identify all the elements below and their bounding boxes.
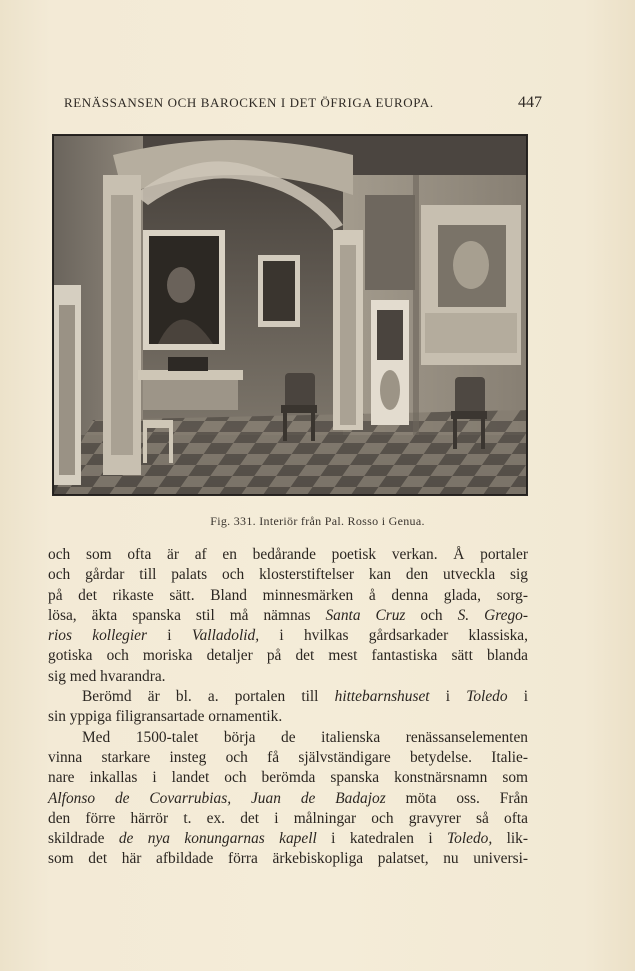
text-line: lösa, äkta spanska stil må nämnas Santa Cruz och S. Grego-	[48, 606, 528, 624]
interior-illustration	[53, 135, 527, 495]
text-line: sig med hvarandra.	[48, 667, 166, 685]
text-line: sin yppiga filigransartade ornamentik.	[48, 708, 283, 726]
text-line: Alfonso de Covarrubias, Juan de Badajoz möta oss. Från	[48, 789, 528, 807]
text-line: skildrade de nya konungarnas kapell i katedralen i Toledo, lik-	[48, 830, 528, 848]
running-title: RENÄSSANSEN OCH BAROCKEN I DET ÖFRIGA EUROPA.	[64, 95, 434, 110]
text-line: gotiska och moriska detaljer på det mest fantastiska sätt blanda	[48, 647, 528, 665]
figure-caption: Fig. 331. Interiör från Pal. Rosso i Genua.	[210, 514, 425, 528]
text-line: Berömd är bl. a. portalen till hittebarnshuset i Toledo i	[82, 688, 529, 706]
body-text	[48, 545, 528, 870]
figure-interior-photo	[53, 135, 527, 495]
running-header	[64, 94, 542, 112]
text-line: vinna starkare insteg och få självständigare betydelse. Italie-	[48, 748, 528, 766]
text-line: den förre härrör t. ex. det i målningar och gravyrer så ofta	[48, 809, 528, 827]
page-number: 447	[518, 94, 542, 111]
text-line: nare inkallas i landet och berömda spanska konstnärsnamn som	[48, 769, 528, 787]
text-line: och som ofta är af en bedårande poetisk verkan. Å portaler	[48, 546, 528, 563]
text-line: Med 1500-talet börja de italienska renässanselementen	[82, 728, 528, 746]
text-line: som det här afbildade förra ärkebiskopliga palatset, nu universi-	[48, 850, 528, 868]
text-line: rios kollegier i Valladolid, i hvilkas gårdsarkader klassiska,	[48, 627, 528, 645]
text-line: och gårdar till palats och klosterstiftelser kan den utveckla sig	[48, 566, 528, 584]
text-line: på det rikaste sätt. Bland minnesmärken å denna glada, sorg-	[48, 586, 528, 604]
